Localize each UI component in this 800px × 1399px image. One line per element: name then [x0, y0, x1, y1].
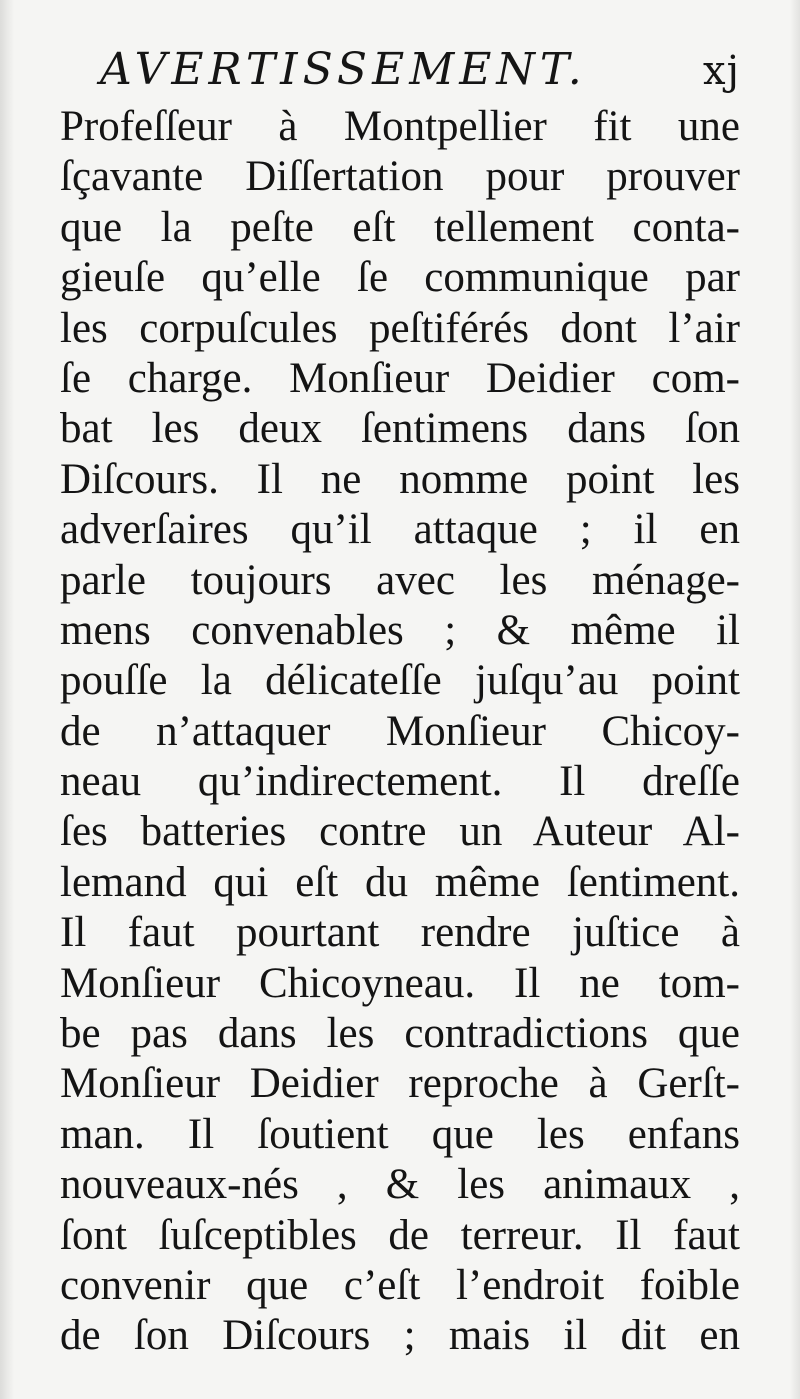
text-line: de ſon Diſcours ; mais il dit en	[60, 1312, 740, 1360]
page-number: xj	[703, 48, 740, 94]
text-line: Monſieur Chicoyneau. Il ne tom-	[60, 959, 740, 1007]
text-line: pouſſe la délicateſſe juſqu’au point	[60, 657, 740, 705]
text-line: nouveaux-nés , & les animaux ,	[60, 1161, 740, 1209]
text-line: man. Il ſoutient que les enfans	[60, 1110, 740, 1158]
text-line: ſçavante Diſſertation pour prouver	[60, 153, 740, 201]
text-line: convenir que c’eſt l’endroit foible	[60, 1261, 740, 1309]
text-line: ſes batteries contre un Auteur Al-	[60, 808, 740, 856]
text-line: parle toujours avec les ménage-	[60, 556, 740, 604]
text-line: que la peſte eſt tellement conta-	[60, 203, 740, 251]
text-line: Profeſſeur à Montpellier fit une	[60, 103, 740, 150]
text-line: gieuſe qu’elle ſe communique par	[60, 254, 740, 302]
body-text	[60, 102, 740, 1362]
text-line: Monſieur Deidier reproche à Gerſt-	[60, 1060, 740, 1108]
header-title: AVERTISSEMENT.	[100, 44, 587, 95]
text-line: adverſaires qu’il attaque ; il en	[60, 506, 740, 554]
text-line: les corpuſcules peſtiférés dont l’air	[60, 304, 740, 352]
text-line: Il faut pourtant rendre juſtice à	[60, 909, 740, 957]
text-line: ſont ſuſceptibles de terreur. Il faut	[60, 1211, 740, 1259]
text-line: ſe charge. Monſieur Deidier com-	[60, 354, 740, 402]
text-line: lemand qui eſt du même ſentiment.	[60, 858, 740, 906]
text-line: be pas dans les contradictions que	[60, 1010, 740, 1058]
text-line: Diſcours. Il ne nomme point les	[60, 455, 740, 503]
text-line: neau qu’indirectement. Il dreſſe	[60, 758, 740, 806]
text-line: de n’attaquer Monſieur Chicoy-	[60, 707, 740, 755]
text-line: bat les deux ſentimens dans ſon	[60, 405, 740, 453]
text-line: mens convenables ; & même il	[60, 606, 740, 654]
